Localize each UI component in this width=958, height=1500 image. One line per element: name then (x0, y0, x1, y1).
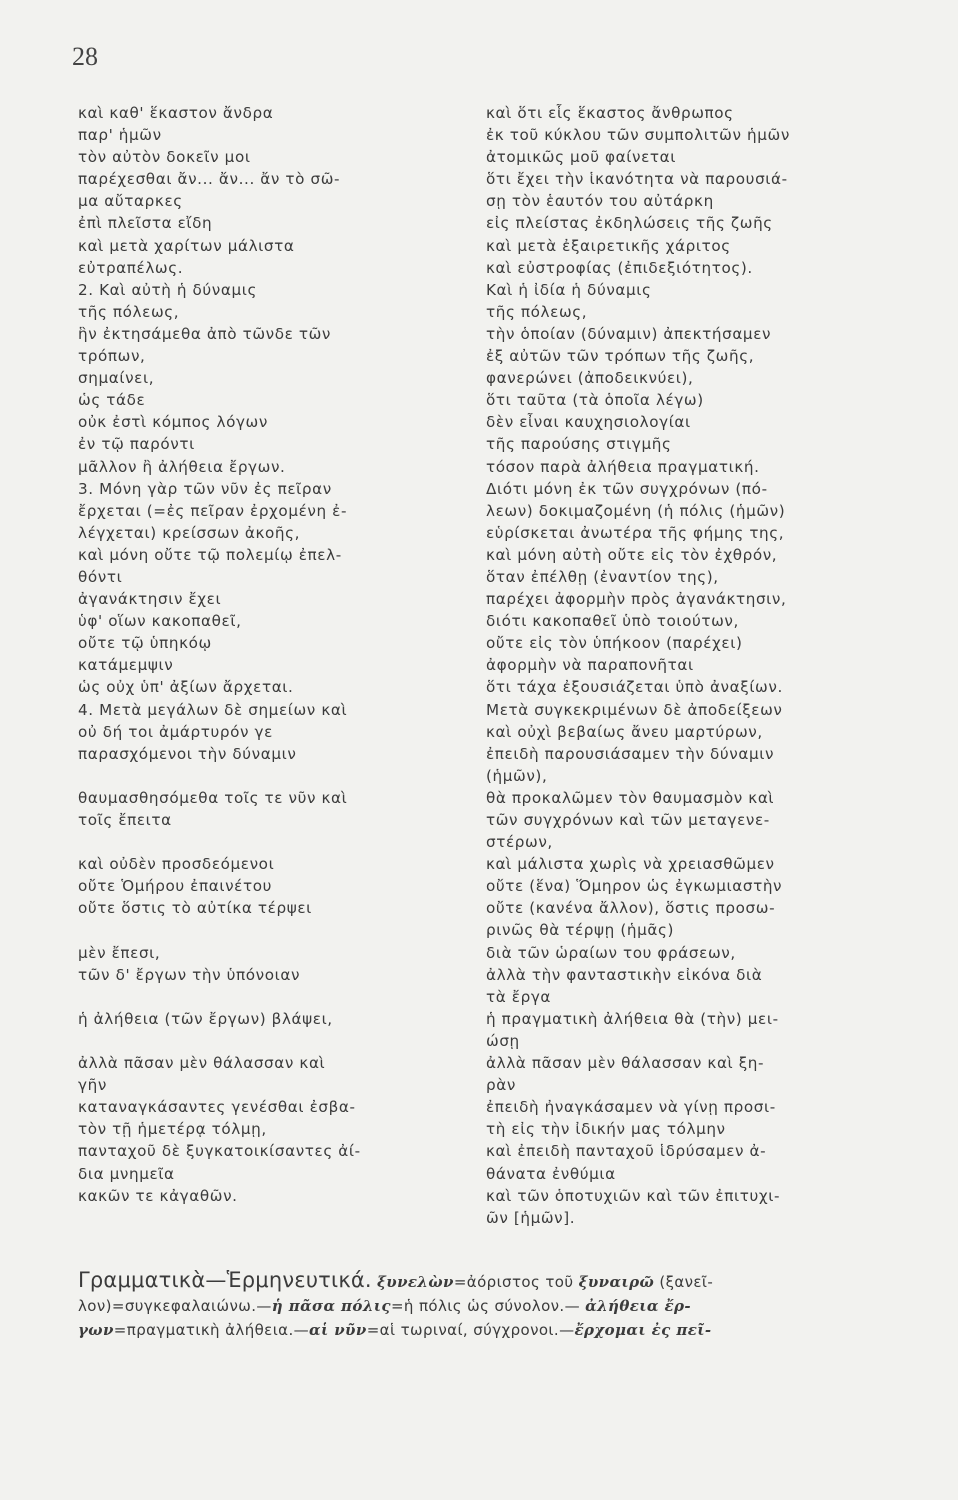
original-text-line: καὶ μετὰ χαρίτων μάλιστα (78, 236, 295, 255)
translation-text-line: τῆς παρούσης στιγμῆς (486, 435, 672, 454)
translation-text-line: ἀτομικῶς μοῦ φαίνεται (486, 148, 676, 167)
original-text-line: γῆν (78, 1076, 107, 1095)
translation-text-line: φανερώνει (ἀποδεικνύει), (486, 369, 694, 388)
note-term: ξυναιρῶ (578, 1273, 655, 1291)
original-text-line: εὐτραπέλως. (78, 258, 184, 277)
greek-original-column (78, 102, 466, 1207)
original-text-line: καὶ μόνη οὔτε τῷ πολεμίῳ ἐπελ- (78, 545, 342, 564)
page-number: 28 (72, 42, 98, 71)
original-text-line: 3. Μόνη γὰρ τῶν νῦν ἐς πεῖραν (78, 479, 332, 498)
notes-heading: Γραμματικὰ—Ἑρμηνευτικά. (78, 1268, 372, 1292)
original-text-line (78, 986, 466, 1008)
translation-text-line: ἐπειδὴ ἠναγκάσαμεν νὰ γίνῃ προσι- (486, 1098, 776, 1117)
translation-text-line: οὔτε (ἕνα) Ὅμηρον ὡς ἐγκωμιαστὴν (486, 877, 783, 896)
original-text-line: τὸν αὐτὸν δοκεῖν μοι (78, 148, 251, 167)
original-text-line: οὔτε τῷ ὑπηκόῳ (78, 634, 212, 653)
translation-text-line: τὴ εἰς τὴν ἰδικήν μας τόλμην (486, 1120, 726, 1139)
original-text-line: οὔτε ὅστις τὸ αὐτίκα τέρψει (78, 899, 312, 918)
translation-text-line: ἡ πραγματικὴ ἀλήθεια θὰ (τὴν) μει- (486, 1009, 779, 1028)
translation-text-line: Διότι μόνη ἐκ τῶν συγχρόνων (πό- (486, 479, 768, 498)
translation-text-line: καὶ οὐχὶ βεβαίως ἄνευ μαρτύρων, (486, 722, 763, 741)
note-term: γων (78, 1321, 114, 1339)
translation-text-line: καὶ τῶν ὁποτυχιῶν καὶ τῶν ἐπιτυχι- (486, 1186, 781, 1205)
translation-text-line: στέρων, (486, 833, 553, 852)
note-definition: =πραγματικὴ ἀλήθεια.— (113, 1321, 310, 1339)
translation-text-line: οὔτε εἰς τὸν ὑπήκοον (παρέχει) (486, 634, 743, 653)
note-term: ἡ πᾶσα πόλις (271, 1297, 391, 1315)
notes-line-2 (78, 1294, 904, 1318)
original-text-line: κατάμεμψιν (78, 656, 174, 675)
original-text-line (78, 765, 466, 787)
notes-line-1 (78, 1268, 904, 1294)
original-text-line: μα αὔταρκες (78, 192, 183, 211)
translation-text-line: καὶ μόνη αὐτὴ οὔτε εἰς τὸν ἐχθρόν, (486, 545, 778, 564)
original-text-line: καὶ οὐδὲν προσδεόμενοι (78, 855, 275, 874)
original-text-line: ἐπὶ πλεῖστα εἴδη (78, 214, 213, 233)
original-text-line: παρέχεσθαι ἄν... ἄν... ἄν τὸ σῶ- (78, 170, 341, 189)
original-text-line: ὡς οὐχ ὑπ' ἀξίων ἄρχεται. (78, 678, 294, 697)
translation-text-line: καὶ μετὰ ἐξαιρετικῆς χάριτος (486, 236, 731, 255)
translation-text-line: ἐπειδὴ παρουσιάσαμεν τὴν δύναμιν (486, 744, 775, 763)
translation-text-line: ρὰν (486, 1076, 516, 1095)
translation-text-line: ἀλλὰ τὴν φανταστικὴν εἰκόνα διὰ (486, 965, 763, 984)
original-text-line: λέγχεται) κρείσσων ἀκοῆς, (78, 523, 301, 542)
note-term: ἔρχομαι ἐς πεῖ- (574, 1321, 712, 1339)
note-term: ἀλήθεια ἔρ- (585, 1297, 692, 1315)
translation-text-line: ρινῶς θὰ τέρψῃ (ἡμᾶς) (486, 921, 674, 940)
original-text-line: παρ' ἡμῶν (78, 126, 162, 145)
original-text-line: οὔτε Ὁμήρου ἐπαινέτου (78, 877, 272, 896)
translation-text-line: παρέχει ἀφορμὴν πρὸς ἀγανάκτησιν, (486, 590, 787, 609)
translation-text-line: τόσον παρὰ ἀλήθεια πραγματική. (486, 457, 760, 476)
translation-text-line: τὰ ἔργα (486, 987, 552, 1006)
translation-text-line: σῃ τὸν ἑαυτόν του αὐτάρκη (486, 192, 714, 211)
original-text-line: τὸν τῇ ἡμετέρᾳ τόλμῃ, (78, 1120, 267, 1139)
translation-text-line: Καὶ ἡ ἰδία ἡ δύναμις (486, 280, 652, 299)
original-text-line: καὶ καθ' ἕκαστον ἄνδρα (78, 104, 274, 122)
translation-text-line: καὶ εὐστροφίας (ἐπιδεξιότητος). (486, 258, 753, 277)
translation-text-line: ἐξ αὐτῶν τῶν τρόπων τῆς ζωῆς, (486, 347, 755, 366)
translation-text-line: ώσῃ (486, 1031, 520, 1050)
translation-text-line: ὅτι ταῦτα (τὰ ὁποῖα λέγω) (486, 391, 704, 410)
translation-text-line: ὅτι τάχα ἐξουσιάζεται ὑπὸ ἀναξίων. (486, 678, 783, 697)
translation-text-line: τῆς πόλεως, (486, 302, 588, 321)
translation-text-line: ἐκ τοῦ κύκλου τῶν συμπολιτῶν ἡμῶν (486, 126, 790, 145)
translation-text-line: ἀφορμὴν νὰ παραπονῆται (486, 656, 694, 675)
original-text-line: μὲν ἔπεσι, (78, 943, 161, 962)
original-text-line: καταναγκάσαντες γενέσθαι ἐσβα- (78, 1098, 356, 1117)
translation-text-line: θὰ προκαλῶμεν τὸν θαυμασμὸν καὶ (486, 788, 775, 807)
modern-translation-column (486, 102, 904, 1229)
translation-text-line: ἀλλὰ πᾶσαν μὲν θάλασσαν καὶ ξη- (486, 1054, 765, 1073)
translation-text-line: ῶν [ἡμῶν]. (486, 1208, 576, 1227)
translation-text-line: τὴν ὁποίαν (δύναμιν) ἀπεκτήσαμεν (486, 324, 772, 343)
original-text-line: τῶν δ' ἔργων τὴν ὑπόνοιαν (78, 965, 301, 984)
note-definition: =ἡ πόλις ὡς σύνολον.— (390, 1297, 580, 1315)
original-text-line: 4. Μετὰ μεγάλων δὲ σημείων καὶ (78, 700, 348, 719)
translation-text-line: διότι κακοπαθεῖ ὑπὸ τοιούτων, (486, 612, 739, 631)
original-text-line: ὑφ' οἵων κακοπαθεῖ, (78, 612, 242, 631)
original-text-line: τρόπων, (78, 347, 146, 366)
original-text-line: θαυμασθησόμεθα τοῖς τε νῦν καὶ (78, 788, 348, 807)
notes-line-3 (78, 1318, 904, 1342)
original-text-line (78, 919, 466, 941)
translation-text-line: καὶ ἐπειδὴ πανταχοῦ ἱδρύσαμεν ἀ- (486, 1142, 767, 1161)
translation-text-line: δὲν εἶναι καυχησιολογίαι (486, 413, 691, 432)
original-text-line: ἀγανάκτησιν ἔχει (78, 590, 222, 609)
note-definition: λον)=συγκεφαλαιώνω.— (78, 1297, 272, 1315)
original-text-line: σημαίνει, (78, 369, 155, 388)
original-text-line: οὐκ ἐστὶ κόμπος λόγων (78, 413, 268, 432)
original-text-line (78, 831, 466, 853)
translation-text-line: λεων) δοκιμαζομένη (ἡ πόλις (ἡμῶν) (486, 501, 786, 520)
original-text-line: ἀλλὰ πᾶσαν μὲν θάλασσαν καὶ (78, 1054, 326, 1073)
original-text-line: ἔρχεται (=ἐς πεῖραν ἐρχομένη ἐ- (78, 501, 348, 520)
original-text-line: πανταχοῦ δὲ ξυγκατοικίσαντες ἀί- (78, 1142, 361, 1161)
note-definition: =αἱ τωριναί, σύγχρονοι.— (366, 1321, 575, 1339)
translation-text-line: ὅτι ἔχει τὴν ἱκανότητα νὰ παρουσιά- (486, 170, 788, 189)
original-text-line: ὡς τάδε (78, 391, 146, 410)
translation-text-line: εἰς πλείστας ἐκδηλώσεις τῆς ζωῆς (486, 214, 773, 233)
original-text-line: ἡ ἀλήθεια (τῶν ἔργων) βλάψει, (78, 1009, 333, 1028)
note-definition: =ἀόριστος τοῦ (453, 1273, 574, 1291)
original-text-line: θόντι (78, 567, 123, 586)
original-text-line: δια μνημεῖα (78, 1164, 175, 1183)
note-definition: (ξανεῖ- (659, 1273, 714, 1291)
original-text-line (78, 1030, 466, 1052)
original-text-line: οὐ δή τοι ἀμάρτυρόν γε (78, 722, 273, 741)
translation-text-line: τῶν συγχρόνων καὶ τῶν μεταγενε- (486, 811, 770, 829)
original-text-line: τοῖς ἔπειτα (78, 811, 172, 829)
translation-text-line: καὶ ὅτι εἷς ἕκαστος ἄνθρωπος (486, 104, 734, 122)
note-term: αἱ νῦν (309, 1321, 367, 1339)
original-text-line: παρασχόμενοι τὴν δύναμιν (78, 744, 297, 763)
original-text-line: τῆς πόλεως, (78, 302, 180, 321)
translation-text-line: οὔτε (κανένα ἄλλον), ὅστις προσω- (486, 899, 776, 918)
translation-text-line: θάνατα ἐνθύμια (486, 1164, 616, 1183)
original-text-line: 2. Καὶ αὐτὴ ἡ δύναμις (78, 280, 257, 299)
translation-text-line: (ἡμῶν), (486, 766, 548, 785)
translation-text-line: Μετὰ συγκεκριμένων δὲ ἀποδείξεων (486, 700, 783, 719)
translation-text-line: εὑρίσκεται ἀνωτέρα τῆς φήμης της, (486, 523, 785, 542)
grammar-notes (78, 1268, 904, 1342)
translation-text-line: καὶ μάλιστα χωρὶς νὰ χρειασθῶμεν (486, 855, 775, 874)
translation-text-line: διὰ τῶν ὡραίων του φράσεων, (486, 943, 736, 962)
note-term: ξυνελὼν (376, 1273, 454, 1291)
original-text-line: ἣν ἐκτησάμεθα ἀπὸ τῶνδε τῶν (78, 324, 332, 343)
translation-text-line: ὅταν ἐπέλθῃ (ἐναντίον της), (486, 567, 719, 586)
original-text-line: μᾶλλον ἢ ἀλήθεια ἔργων. (78, 457, 286, 476)
original-text-line: ἐν τῷ παρόντι (78, 435, 195, 454)
original-text-line: κακῶν τε κἀγαθῶν. (78, 1186, 238, 1205)
